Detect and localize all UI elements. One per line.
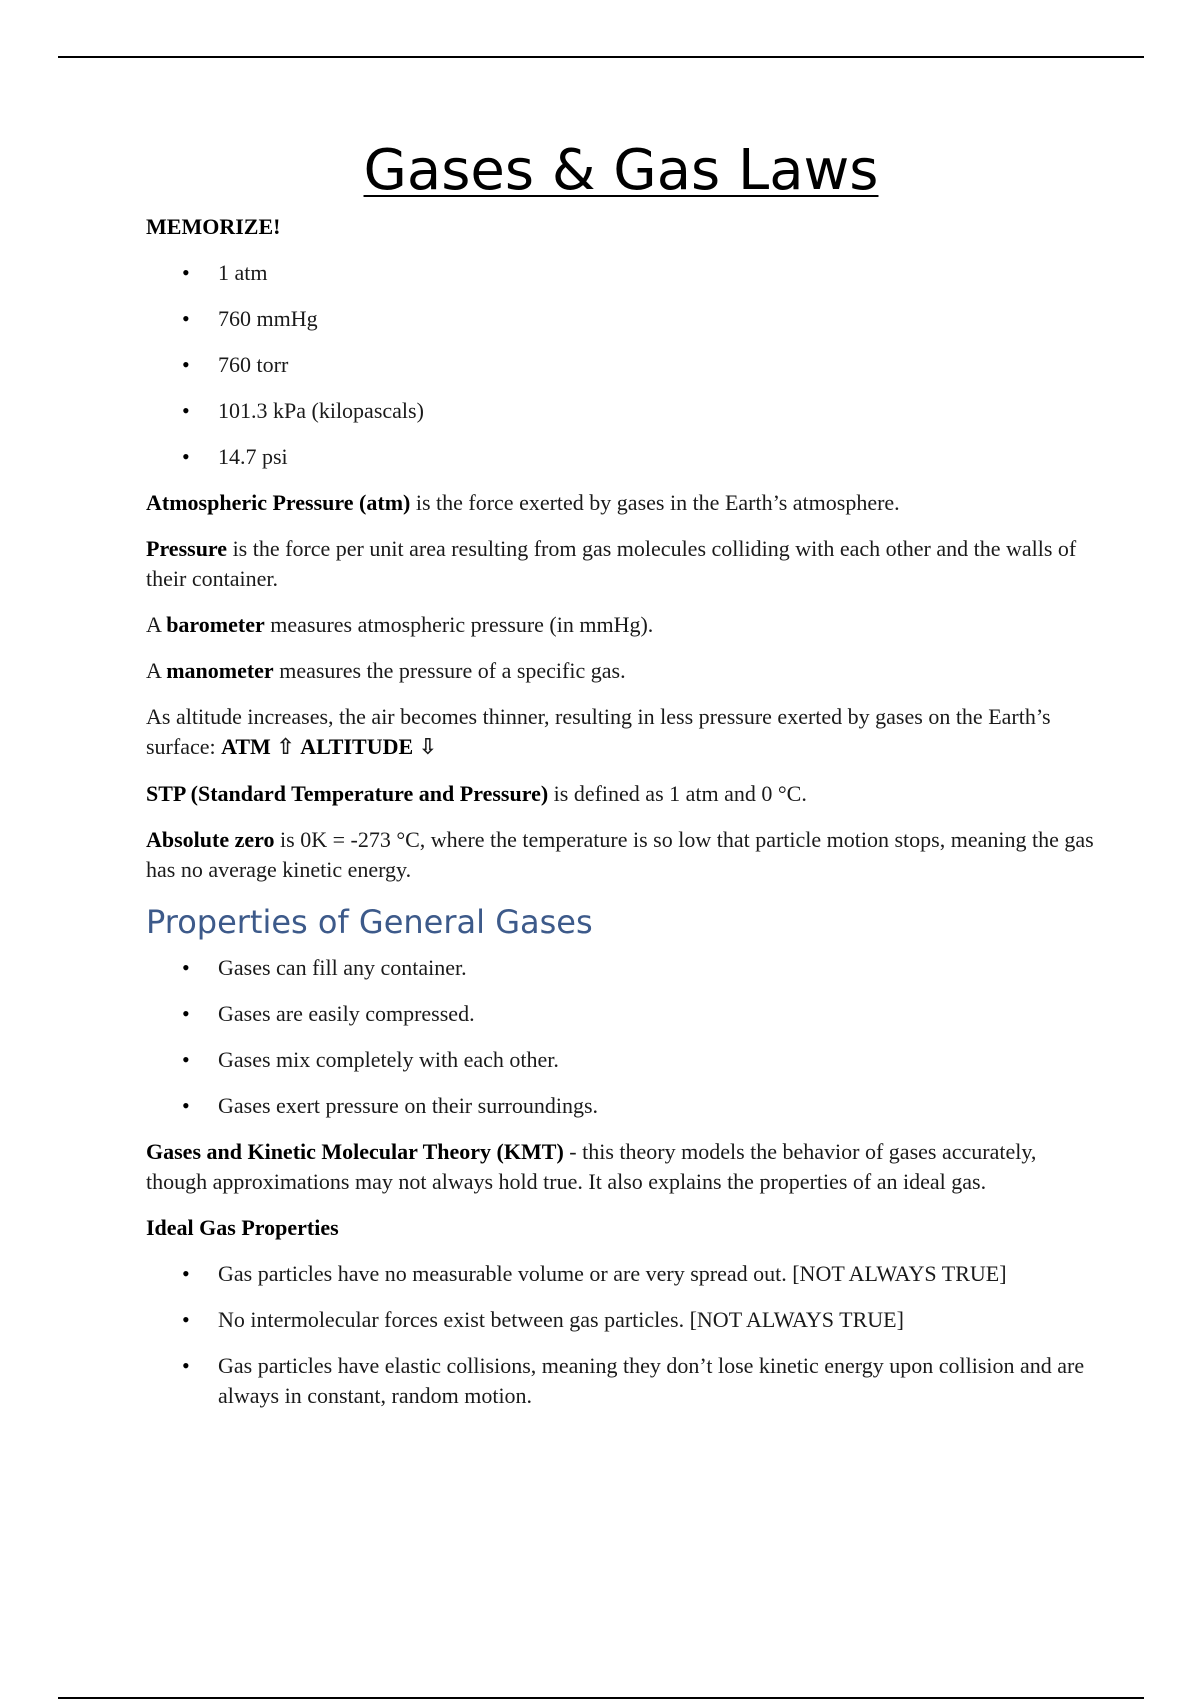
list-item: • Gas particles have no measurable volume or are very spread out. [NOT ALWAYS TRUE] [146, 1259, 1096, 1289]
barometer-definition: A barometer measures atmospheric pressure (in mmHg). [146, 611, 654, 637]
list-item: • Gases are easily compressed. [146, 999, 1096, 1029]
document-page [146, 140, 1096, 1427]
arrow-up-icon: ⇧ [276, 734, 295, 760]
document-title: Gases & Gas Laws [363, 138, 879, 203]
list-item: • 101.3 kPa (kilopascals) [146, 396, 1096, 426]
altitude-paragraph: As altitude increases, the air becomes thinner, resulting in less pressure exerted by gases on the Earth’s surface: ATM ⇧ ALTITUDE ⇩ [146, 703, 1051, 760]
memorize-list [146, 258, 1096, 472]
list-item: • Gases can fill any container. [146, 953, 1096, 983]
properties-list [146, 953, 1096, 1121]
atm-definition: Atmospheric Pressure (atm) is the force exerted by gases in the Earth’s atmosphere. [146, 489, 900, 515]
memorize-heading: MEMORIZE! [146, 213, 281, 239]
ideal-gas-list [146, 1259, 1096, 1411]
list-item: • Gas particles have elastic collisions, meaning they don’t lose kinetic energy upon collision and are always in constant, random motion. [146, 1351, 1096, 1411]
ideal-gas-heading: Ideal Gas Properties [146, 1214, 339, 1240]
list-item: • Gases exert pressure on their surroundings. [146, 1091, 1096, 1121]
list-item: • 760 mmHg [146, 304, 1096, 334]
pressure-definition: Pressure is the force per unit area resulting from gas molecules colliding with each other and the walls of their container. [146, 535, 1077, 591]
properties-heading: Properties of General Gases [146, 902, 593, 941]
list-item: • 14.7 psi [146, 442, 1096, 472]
list-item: • No intermolecular forces exist between gas particles. [NOT ALWAYS TRUE] [146, 1305, 1096, 1335]
list-item: • Gases mix completely with each other. [146, 1045, 1096, 1075]
absolute-zero-definition: Absolute zero is 0K = -273 °C, where the temperature is so low that particle motion stops, meaning the gas has no average kinetic energy. [146, 826, 1094, 882]
kmt-paragraph: Gases and Kinetic Molecular Theory (KMT) - this theory models the behavior of gases accurately, though approximations may not always hold true. It also explains the properties of an ideal gas. [146, 1138, 1037, 1194]
list-item: • 760 torr [146, 350, 1096, 380]
footer-rule [58, 1697, 1144, 1699]
stp-definition: STP (Standard Temperature and Pressure) is defined as 1 atm and 0 °C. [146, 780, 807, 806]
header-rule [58, 56, 1144, 58]
list-item: • 1 atm [146, 258, 1096, 288]
manometer-definition: A manometer measures the pressure of a specific gas. [146, 657, 626, 683]
arrow-down-icon: ⇩ [418, 734, 438, 760]
